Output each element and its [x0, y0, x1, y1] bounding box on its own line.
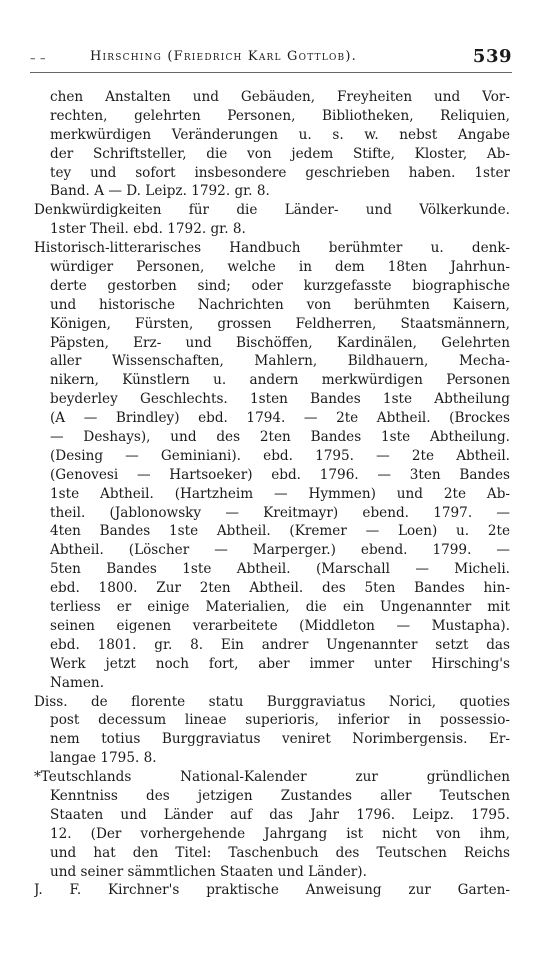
text-line: nem totius Burggraviatus veniret Norimbergensis. Er- [50, 731, 510, 748]
text-line: Werk jetzt noch fort, aber immer unter Hirsching's [50, 655, 510, 672]
text-line: chen Anstalten und Gebäuden, Freyheiten und Vor- [50, 89, 510, 105]
text-line: Päpsten, Erz- und Bischöffen, Kardinälen, Gelehrten [50, 334, 510, 351]
text-line: 12. (Der vorhergehende Jahrgang ist nicht von ihm, [50, 825, 510, 842]
text-line: (Genovesi — Hartsoeker) ebd. 1796. — 3ten Bandes [50, 466, 510, 483]
text-line: 4ten Bandes 1ste Abtheil. (Kremer — Loen) u. 2te [50, 523, 510, 540]
running-head-title: Hirsching (Friedrich Karl Gottlob). [90, 49, 357, 64]
text-line: Band. A — D. Leipz. 1792. gr. 8. [50, 183, 270, 200]
text-line: rechten, gelehrten Personen, Bibliotheken, Reliquien, [50, 107, 510, 124]
text-line: Historisch-litterarisches Handbuch berühmter u. denk- [34, 240, 510, 257]
text-line: (Desing — Geminiani). ebd. 1795. — 2te Abtheil. [50, 447, 510, 464]
text-line: und hat den Titel: Taschenbuch des Teutschen Reichs [50, 844, 510, 861]
text-line: nikern, Künstlern u. andern merkwürdigen Personen [50, 372, 510, 389]
text-line: und seiner sämmtlichen Staaten und Länder). [50, 863, 367, 880]
text-line: merkwürdigen Veränderungen u. s. w. nebst Angabe [50, 126, 510, 143]
text-line: theil. (Jablonowsky — Kreitmayr) ebend. 1797. — [50, 504, 510, 521]
header-rule [30, 72, 512, 73]
text-line: post decessum lineae superioris, inferior in possessio- [50, 712, 510, 729]
text-line: *Teutschlands National-Kalender zur gründlichen [34, 769, 510, 786]
page-number: 539 [472, 46, 512, 67]
text-line: J. F. Kirchner's praktische Anweisung zur Garten- [34, 882, 510, 899]
text-line: Kenntniss des jetzigen Zustandes aller Teutschen [50, 787, 510, 804]
text-line: tey und sofort insbesondere geschrieben haben. 1ster [50, 164, 510, 181]
text-line: beyderley Geschlechts. 1sten Bandes 1ste Abtheilung [50, 391, 510, 408]
text-line: der Schriftsteller, die von jedem Stifte, Kloster, Ab- [50, 145, 510, 162]
text-line: Königen, Fürsten, grossen Feldherren, Staatsmännern, [50, 315, 510, 332]
text-line: Denkwürdigkeiten für die Länder- und Völkerkunde. [34, 202, 510, 219]
text-line: 1ster Theil. ebd. 1792. gr. 8. [50, 221, 246, 238]
text-line: ebd. 1801. gr. 8. Ein andrer Ungenannter setzt das [50, 636, 510, 653]
running-header [30, 46, 512, 70]
text-line: derte gestorben sind; oder kurzgefasste biographische [50, 277, 510, 294]
text-line: 5ten Bandes 1ste Abtheil. (Marschall — Micheli. [50, 561, 510, 578]
text-line: Staaten und Länder auf das Jahr 1796. Leipz. 1795. [50, 806, 510, 823]
text-line: seinen eigenen verarbeitete (Middleton — Mustapha). [50, 617, 510, 634]
text-line: ebd. 1800. Zur 2ten Abtheil. des 5ten Bandes hin- [50, 580, 510, 597]
text-line: und historische Nachrichten von berühmten Kaisern, [50, 296, 510, 313]
header-dash-mark: – – [30, 52, 46, 65]
body-text [34, 88, 510, 900]
text-line: terliess er einige Materialien, die ein Ungenannter mit [50, 599, 510, 616]
text-line: Diss. de florente statu Burggraviatus Norici, quoties [34, 693, 510, 710]
text-line: 1ste Abtheil. (Hartzheim — Hymmen) und 2te Ab- [50, 485, 510, 502]
text-line: aller Wissenschaften, Mahlern, Bildhauern, Mecha- [50, 353, 510, 370]
text-line: langae 1795. 8. [50, 750, 157, 767]
text-line: — Deshays), und des 2ten Bandes 1ste Abtheilung. [50, 429, 510, 446]
text-line: Abtheil. (Löscher — Marperger.) ebend. 1799. — [50, 542, 510, 559]
text-line: Namen. [50, 674, 105, 691]
text-line: (A — Brindley) ebd. 1794. — 2te Abtheil. (Brockes [50, 410, 510, 427]
text-line: würdiger Personen, welche in dem 18ten Jahrhun- [50, 259, 510, 276]
